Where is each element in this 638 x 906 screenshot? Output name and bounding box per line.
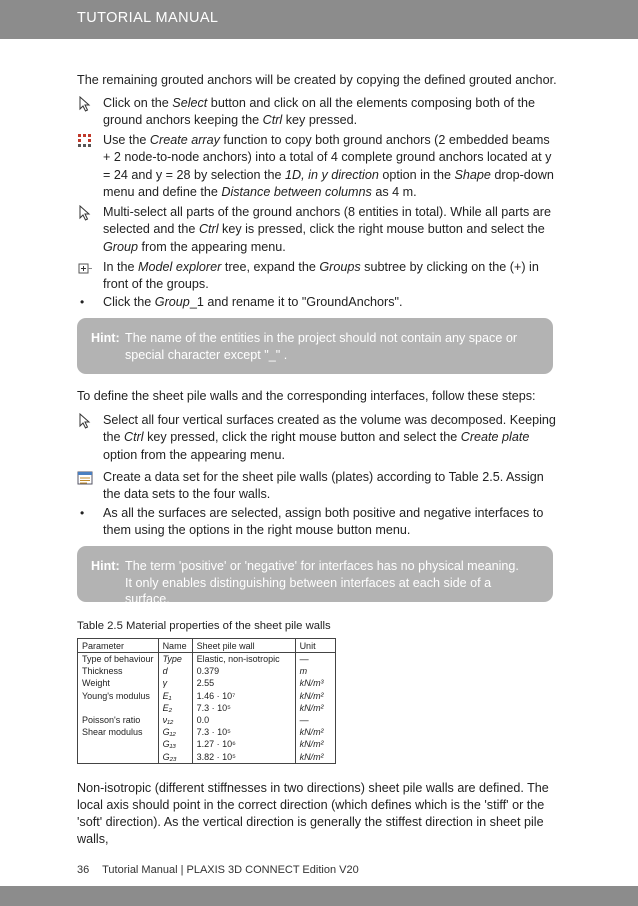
table-cell: [78, 702, 159, 714]
table-cell: Shear modulus: [78, 726, 159, 738]
step-text: Use the Create array function to copy both ground anchors (2 embedded beams + 2 node-to-node anchors) into a total of 4 complete ground anchors located at y = 24 and y = 28 by selection the 1D, in y direction option in the Shape drop-down menu and define the Distance between columns as 4 m.: [103, 133, 554, 200]
page-footer: [77, 864, 369, 876]
table-cell: Thickness: [78, 665, 159, 677]
table-cell: Weight: [78, 677, 159, 689]
material-table: [77, 638, 336, 764]
table-cell: 1.46 · 10⁷: [192, 690, 295, 702]
page-header: [0, 0, 638, 39]
table-cell: 7.3 · 10⁵: [192, 702, 295, 714]
bullet-icon: •: [80, 506, 85, 520]
table-row: [78, 738, 336, 750]
instruction-step: [77, 469, 557, 504]
data-set-icon: [77, 470, 93, 486]
expand-tree-icon: [77, 260, 93, 276]
step-text: As all the surfaces are selected, assign both positive and negative interfaces to them using the options in the right mouse button menu.: [103, 506, 544, 538]
table-cell: 1.27 · 10⁶: [192, 738, 295, 750]
instruction-step: [77, 294, 557, 311]
hint-box-1: [77, 318, 553, 374]
table-row: [78, 714, 336, 726]
instruction-step: [77, 204, 557, 256]
table-caption: Table 2.5 Material properties of the sheet pile walls: [77, 620, 331, 632]
hint-text: The name of the entities in the project should not contain any space or special character except "_" .: [125, 331, 518, 362]
table-cell: Type: [158, 653, 192, 666]
table-cell: [78, 738, 159, 750]
instruction-step: [77, 505, 557, 540]
table-cell: 3.82 · 10⁵: [192, 751, 295, 764]
step-text: In the Model explorer tree, expand the Groups subtree by clicking on the (+) in front of the groups.: [103, 260, 539, 292]
footer-bar: [0, 886, 638, 906]
instruction-step: [77, 259, 557, 294]
table-cell: E₁: [158, 690, 192, 702]
table-row: [78, 677, 336, 689]
table-cell: ν₁₂: [158, 714, 192, 726]
instruction-step: [77, 95, 557, 130]
table-header-cell: Parameter: [78, 639, 159, 653]
table-row: [78, 751, 336, 764]
step-text: Multi-select all parts of the ground anchors (8 entities in total). While all parts are selected and the Ctrl key is pressed, click the right mouse button and select the Group from the appearing menu.: [103, 205, 551, 254]
instruction-step: [77, 132, 557, 202]
table-cell: 7.3 · 10⁵: [192, 726, 295, 738]
table-cell: —: [295, 714, 335, 726]
table-cell: kN/m²: [295, 751, 335, 764]
table-cell: d: [158, 665, 192, 677]
table-cell: kN/m²: [295, 726, 335, 738]
table-cell: 0.379: [192, 665, 295, 677]
table-cell: G₁₂: [158, 726, 192, 738]
create-array-icon: [77, 133, 93, 149]
page-number: 36: [77, 864, 90, 876]
instruction-step: [77, 412, 557, 464]
table-cell: kN/m²: [295, 738, 335, 750]
table-cell: kN/m²: [295, 702, 335, 714]
step-text: Click the Group_1 and rename it to "GroundAnchors".: [103, 295, 403, 309]
table-cell: G₂₃: [158, 751, 192, 764]
bullet-icon: •: [80, 295, 85, 309]
table-row: [78, 653, 336, 666]
table-cell: Type of behaviour: [78, 653, 159, 666]
footer-text: Tutorial Manual | PLAXIS 3D CONNECT Edition V20: [102, 864, 359, 876]
table-cell: Elastic, non-isotropic: [192, 653, 295, 666]
hint-label: Hint:: [91, 559, 120, 573]
table-cell: —: [295, 653, 335, 666]
intro-paragraph: The remaining grouted anchors will be created by copying the defined grouted anchor.: [77, 73, 557, 87]
table-row: [78, 690, 336, 702]
table-row: [78, 665, 336, 677]
cursor-arrow-icon: [77, 96, 93, 112]
table-cell: 2.55: [192, 677, 295, 689]
hint-label: Hint:: [91, 331, 120, 345]
step-text: Create a data set for the sheet pile walls (plates) according to Table 2.5. Assign the data sets to the four walls.: [103, 470, 544, 502]
hint-text: The term 'positive' or 'negative' for interfaces has no physical meaning. It only enables distinguishing between interfaces at each side of a surface.: [125, 559, 519, 606]
table-cell: 0.0: [192, 714, 295, 726]
cursor-arrow-icon: [77, 413, 93, 429]
header-title: TUTORIAL MANUAL: [77, 10, 219, 26]
intro-paragraph-2: To define the sheet pile walls and the corresponding interfaces, follow these steps:: [77, 389, 536, 403]
closing-paragraph: Non-isotropic (different stiffnesses in two directions) sheet pile walls are defined. The local axis should point in the correct direction (which defines which is the 'stiff' or the 'soft' direction). As the vertical direction is generally the stiffest direction in sheet pile walls,: [77, 781, 549, 846]
table-cell: kN/m²: [295, 690, 335, 702]
table-cell: E₂: [158, 702, 192, 714]
cursor-arrow-icon: [77, 205, 93, 221]
table-cell: Young's modulus: [78, 690, 159, 702]
table-header-cell: Unit: [295, 639, 335, 653]
table-cell: [78, 751, 159, 764]
table-cell: kN/m³: [295, 677, 335, 689]
table-row: [78, 702, 336, 714]
table-cell: γ: [158, 677, 192, 689]
table-row: [78, 726, 336, 738]
step-text: Click on the Select button and click on all the elements composing both of the ground anchors keeping the Ctrl key pressed.: [103, 96, 535, 128]
table-cell: Poisson's ratio: [78, 714, 159, 726]
table-header-cell: Sheet pile wall: [192, 639, 295, 653]
table-cell: m: [295, 665, 335, 677]
step-text: Select all four vertical surfaces created as the volume was decomposed. Keeping the Ctrl key pressed, click the right mouse button and select the Create plate option from the appearing menu.: [103, 413, 556, 462]
table-cell: G₁₃: [158, 738, 192, 750]
hint-box-2: [77, 546, 553, 606]
table-header-cell: Name: [158, 639, 192, 653]
